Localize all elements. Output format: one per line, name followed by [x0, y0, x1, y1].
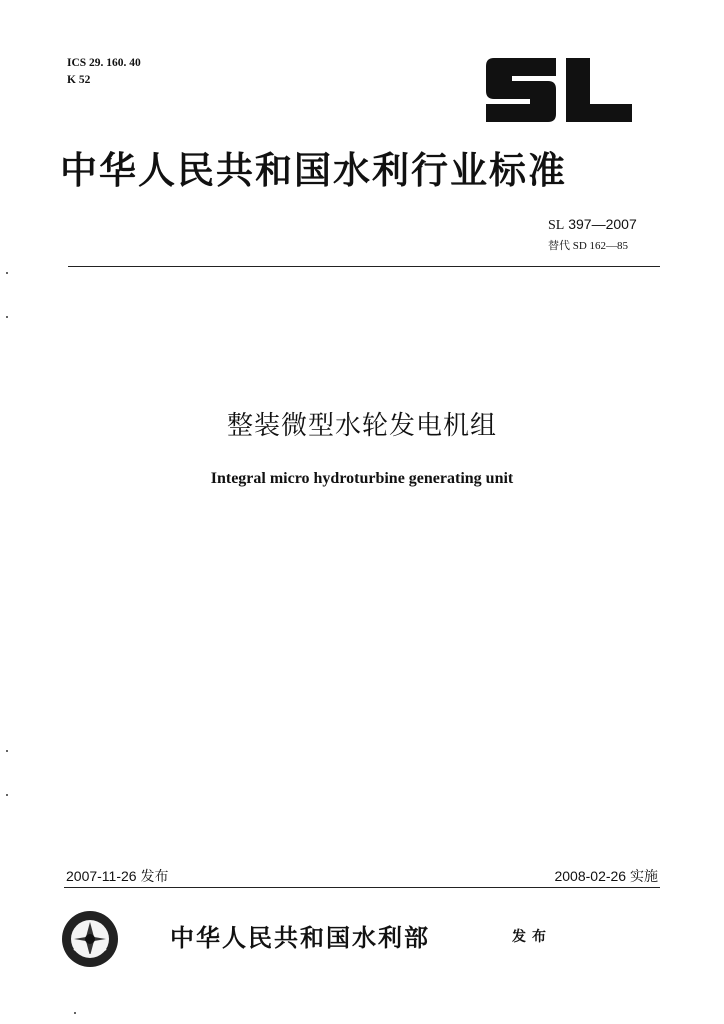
- replaces-standard: 替代 SD 162—85: [548, 240, 629, 252]
- classification-codes: [67, 55, 141, 89]
- header-divider: [68, 266, 660, 267]
- ministry-seal-icon: [60, 909, 120, 969]
- issue-date: 2007-11-26 发布: [66, 868, 169, 884]
- standard-prefix: SL: [548, 218, 565, 233]
- scan-speck: [6, 272, 8, 274]
- footer-divider: [64, 887, 660, 888]
- standard-code: 397—2007: [564, 216, 637, 232]
- standard-number: [548, 215, 637, 235]
- class-code: K 52: [67, 74, 91, 86]
- ics-code: ICS 29. 160. 40: [67, 57, 141, 69]
- standard-number-block: [548, 215, 637, 254]
- document-title-zh: 整装微型水轮发电机组: [226, 411, 497, 441]
- scan-speck: [74, 1012, 76, 1014]
- scan-speck: [6, 750, 8, 752]
- implementation-date: 2008-02-26 实施: [554, 868, 658, 884]
- publish-label: 发布: [512, 929, 552, 945]
- sl-logo: [486, 58, 632, 122]
- issuing-ministry: 中华人民共和国水利部: [170, 923, 430, 952]
- scan-speck: [6, 316, 8, 318]
- scan-speck: [6, 794, 8, 796]
- document-title-en: Integral micro hydroturbine generating unit: [210, 470, 514, 487]
- industry-standard-title: 中华人民共和国水利行业标准: [60, 148, 567, 192]
